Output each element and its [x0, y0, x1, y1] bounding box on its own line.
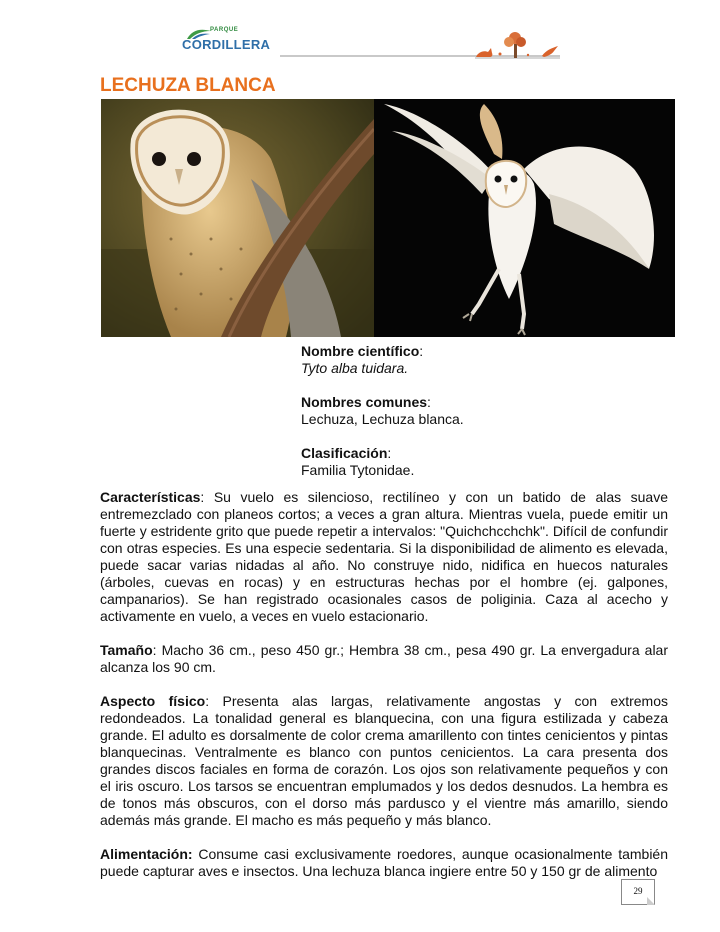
section-text: Presenta alas largas, relativamente angostas y con extremos redondeados. La tonalidad general es blanquecina, con una figura estilizada y cabeza grande. El adulto es dorsalmente de color crema amarillento con tintes cenicientos y pintas blanquecinas. Ventralmente es blanco con puntos cenicientos. La cara presenta dos grandes discos faciales en forma de corazón. Los ojos son relativamente pequeños y con el iris oscuro. Los tarsos se encuentran emplumados y los dedos desnudos. La hembra es de tonos más obscuros, con el dorso más pardusco y el vientre más amarillo, siendo además más grande. El macho es más pequeño y más blanco.: [100, 693, 668, 828]
common-names-block: Nombres comunes: Lechuza, Lechuza blanca.: [301, 394, 671, 428]
page-title: LECHUZA BLANCA: [100, 75, 276, 96]
common-names-label: Nombres comunes: [301, 394, 428, 410]
perched-owl-photo: [101, 99, 374, 337]
page-number: 29: [621, 879, 655, 905]
section-label: Aspecto físico: [100, 693, 206, 709]
page-header: [100, 22, 570, 70]
flying-owl-photo: [374, 99, 675, 337]
logo-small-text: PARQUE: [210, 27, 239, 33]
section-label: Tamaño: [100, 642, 153, 658]
section-label: Características: [100, 489, 201, 505]
classification-label: Clasificación: [301, 445, 388, 461]
section-characteristics: Características: Su vuelo es silencioso, rectilíneo y con un batido de alas suave entremezclado con planeos cortos; a veces a gran altura. Mientras vuela, puede emitir un fuerte y estridente grito que puede repetir a intervalos: "Quichchcchchk". Difícil de confundir con otras especies. Es una especie sedentaria. Si la disponibilidad de alimento es elevada, puede sacar varias nidadas al año. No construye nido, nidifica en huecos naturales (árboles, cuevas en rocas) y en estructuras hechas por el hombre (ej. galpones, campanarios). Se han registrado ocasionales casos de poliginia. Caza al acecho y activamente en vuelo, a veces en vuelo estacionario.: [100, 489, 668, 624]
section-appearance: Aspecto físico: Presenta alas largas, relativamente angostas y con extremos redondeados. La tonalidad general es blanquecina, con una figura estilizada y cabeza grande. El adulto es dorsalmente de color crema amarillento con tintes cenicientos y pintas blanquecinas. Ventralmente es blanco con puntos cenicientos. La cara presenta dos grandes discos faciales en forma de corazón. Los ojos son relativamente pequeños y con el iris oscuro. Los tarsos se encuentran emplumados y los dedos desnudos. La hembra es de tonos más obscuros, con el dorso más pardusco y el vientre más amarillo, siendo además más grande. El macho es más pequeño y más blanco.: [100, 693, 668, 828]
scientific-name-value: Tyto alba tuidara.: [301, 360, 409, 376]
scientific-name-block: Nombre científico: Tyto alba tuidara.: [301, 343, 424, 376]
body-text: [100, 489, 668, 897]
classification-block: Clasificación: Familia Tytonidae.: [301, 445, 671, 479]
wildlife-illustration-icon: [470, 28, 565, 62]
section-text: Su vuelo es silencioso, rectilíneo y con un batido de alas suave entremezclado con planeos cortos; a veces a gran altura. Mientras vuela, puede emitir un fuerte y estridente grito que puede repetir a intervalos: "Quichchcchchk". Difícil de confundir con otras especies. Es una especie sedentaria. Si la disponibilidad de alimento es elevada, puede sacar varias nidadas al año. No construye nido, nidifica en huecos naturales (árboles, cuevas en rocas) y en estructuras hechas por el hombre (ej. galpones, campanarios). Se han registrado ocasionales casos de poliginia. Caza al acecho y activamente en vuelo, a veces en vuelo estacionario.: [100, 489, 668, 624]
common-names-value: Lechuza, Lechuza blanca.: [301, 411, 464, 427]
logo-main-text: CORDILLERA: [182, 37, 271, 52]
parque-cordillera-logo: [182, 26, 272, 66]
species-info: [301, 343, 671, 496]
section-diet: [100, 846, 668, 880]
section-text: Macho 36 cm., peso 450 gr.; Hembra 38 cm., pesa 490 gr. La envergadura alar alcanza los 90 cm.: [100, 642, 669, 675]
scientific-name-label: Nombre científico: [301, 343, 420, 359]
classification-value: Familia Tytonidae.: [301, 462, 415, 478]
section-size: Tamaño: Macho 36 cm., peso 450 gr.; Hembra 38 cm., pesa 490 gr. La envergadura alar alcanza los 90 cm.: [100, 642, 669, 675]
section-label: Alimentación:: [100, 846, 193, 862]
photo-strip: [101, 99, 675, 337]
section-text: Consume casi exclusivamente roedores, aunque ocasionalmente también puede capturar aves e insectos. Una lechuza blanca ingiere entre 50 y 150 gr de alimento: [100, 846, 669, 879]
